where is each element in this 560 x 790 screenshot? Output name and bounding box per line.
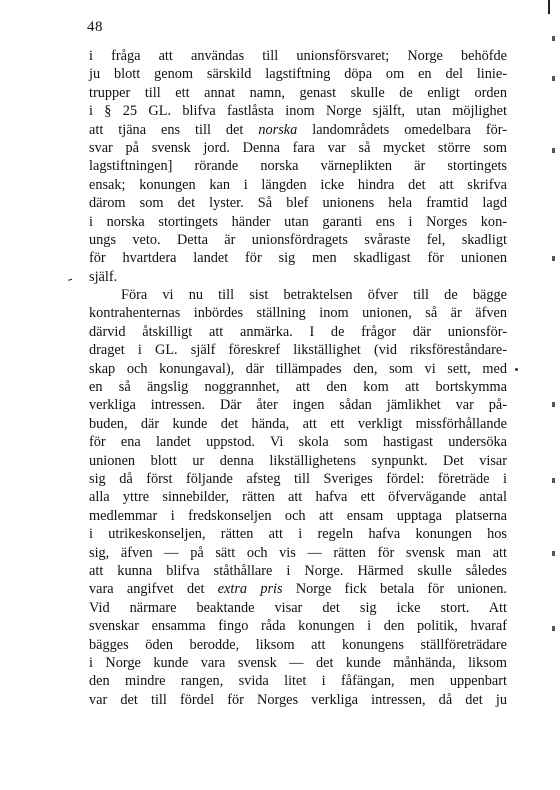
text-line: i fråga att användas till unionsförsvaret; Norge behöfde bbox=[89, 48, 507, 64]
text-line: i norska stortingets händer utan garanti ens i Norges kon- bbox=[89, 213, 507, 230]
text-line: i § 25 GL. blifva fastlåsta inom Norge själft, utan möjlighet bbox=[89, 103, 507, 120]
text-line: den mindre rangen, svida litet i fåfängan, men uppenbart bbox=[89, 673, 507, 690]
text-line: draget i GL. själf föreskref likställighet (vid riksföreståndare- bbox=[89, 342, 507, 359]
text-line: alla yttre sinnebilder, rätten att hafva ett öfvervägande antal bbox=[89, 489, 507, 506]
text-line: därom som det lyster. Så blef unionens hela framtid lagd bbox=[89, 195, 507, 212]
text-line: att tjäna ens till det norska landområdets omedelbara för- bbox=[89, 121, 507, 138]
text-line: själf. bbox=[89, 268, 118, 285]
text-line: svar på svensk jord. Denna fara var så mycket större som bbox=[89, 139, 507, 156]
edge-rule bbox=[548, 0, 550, 14]
text-line: svenskar ensamma fingo råda konungen i den politik, hvaraf bbox=[89, 618, 507, 635]
text-line: Föra vi nu till sist betraktelsen öfver till de bägge bbox=[121, 287, 507, 304]
text-line: sig då först följande afsteg till Sveriges fördel: företräde i bbox=[89, 470, 507, 487]
text-line: buden, där kunde det hända, att ett verkligt missförhållande bbox=[89, 415, 507, 432]
page-number: 48 bbox=[87, 19, 103, 35]
text-line: medlemmar i fredskonseljen och att ensam upptaga platserna bbox=[89, 507, 507, 524]
text-line: unionen blott ur denna likställighetens synpunkt. Det visar bbox=[89, 452, 507, 469]
text-line: ju blott genom särskild lagstiftning döpa om en del linie- bbox=[89, 66, 507, 83]
text-line: att kunna blifva ståthållare i Norge. Härmed skulle således bbox=[89, 562, 507, 579]
margin-dot bbox=[515, 368, 518, 371]
edge-marks bbox=[552, 30, 558, 650]
text-line: ensak; konungen kan i längden icke hindra det att skrifva bbox=[89, 176, 507, 193]
text-line: Vid närmare beaktande visar det sig icke stort. Att bbox=[89, 599, 507, 616]
text-line: därvid åtskilligt att anmärka. I de frågor där unionsför- bbox=[89, 323, 507, 340]
text-line: verkliga intressen. Där åter ingen sådan jämlikhet var på- bbox=[89, 397, 507, 414]
text-line: bägges öden berodde, liksom att konungens ställföreträdare bbox=[89, 636, 507, 653]
text-line: kontrahenternas inbördes ställning inom unionen, så är äfven bbox=[89, 305, 507, 322]
paragraph-2 bbox=[89, 286, 507, 709]
text-line: skap och konungaval), där tillämpades den, som vi sett, med bbox=[89, 360, 507, 377]
margin-mark: - bbox=[65, 271, 75, 288]
text-line: sig, äfven — på sätt och vis — rätten för svensk man att bbox=[89, 544, 507, 561]
text-line: för ena landet uppstod. Vi skola som hastigast undersöka bbox=[89, 434, 507, 451]
text-line: i Norge kunde vara svensk — det kunde månhända, liksom bbox=[89, 654, 507, 671]
text-line: ungs veto. Detta är unionsfördragets svåraste fel, skadligt bbox=[89, 231, 507, 248]
text-line: i utrikeskonseljen, rätten att i regeln hafva konungen hos bbox=[89, 526, 507, 543]
paragraph-1 bbox=[89, 47, 507, 286]
text-line: vara angifvet det extra pris Norge fick betala för unionen. bbox=[89, 581, 507, 598]
text-line: lagstiftningen] rörande norska värneplikten är stortingets bbox=[89, 158, 507, 175]
text-line: var det till fördel för Norges verkliga intressen, då det ju bbox=[89, 691, 507, 708]
text-line: en så ängslig noggrannhet, att den kom att bortskymma bbox=[89, 379, 507, 396]
body-text bbox=[89, 47, 507, 709]
text-line: för hvartdera landet för sig men skadligast för unionen bbox=[89, 250, 507, 267]
text-line: trupper till ett annat namn, genast skulle de enligt orden bbox=[89, 84, 507, 101]
